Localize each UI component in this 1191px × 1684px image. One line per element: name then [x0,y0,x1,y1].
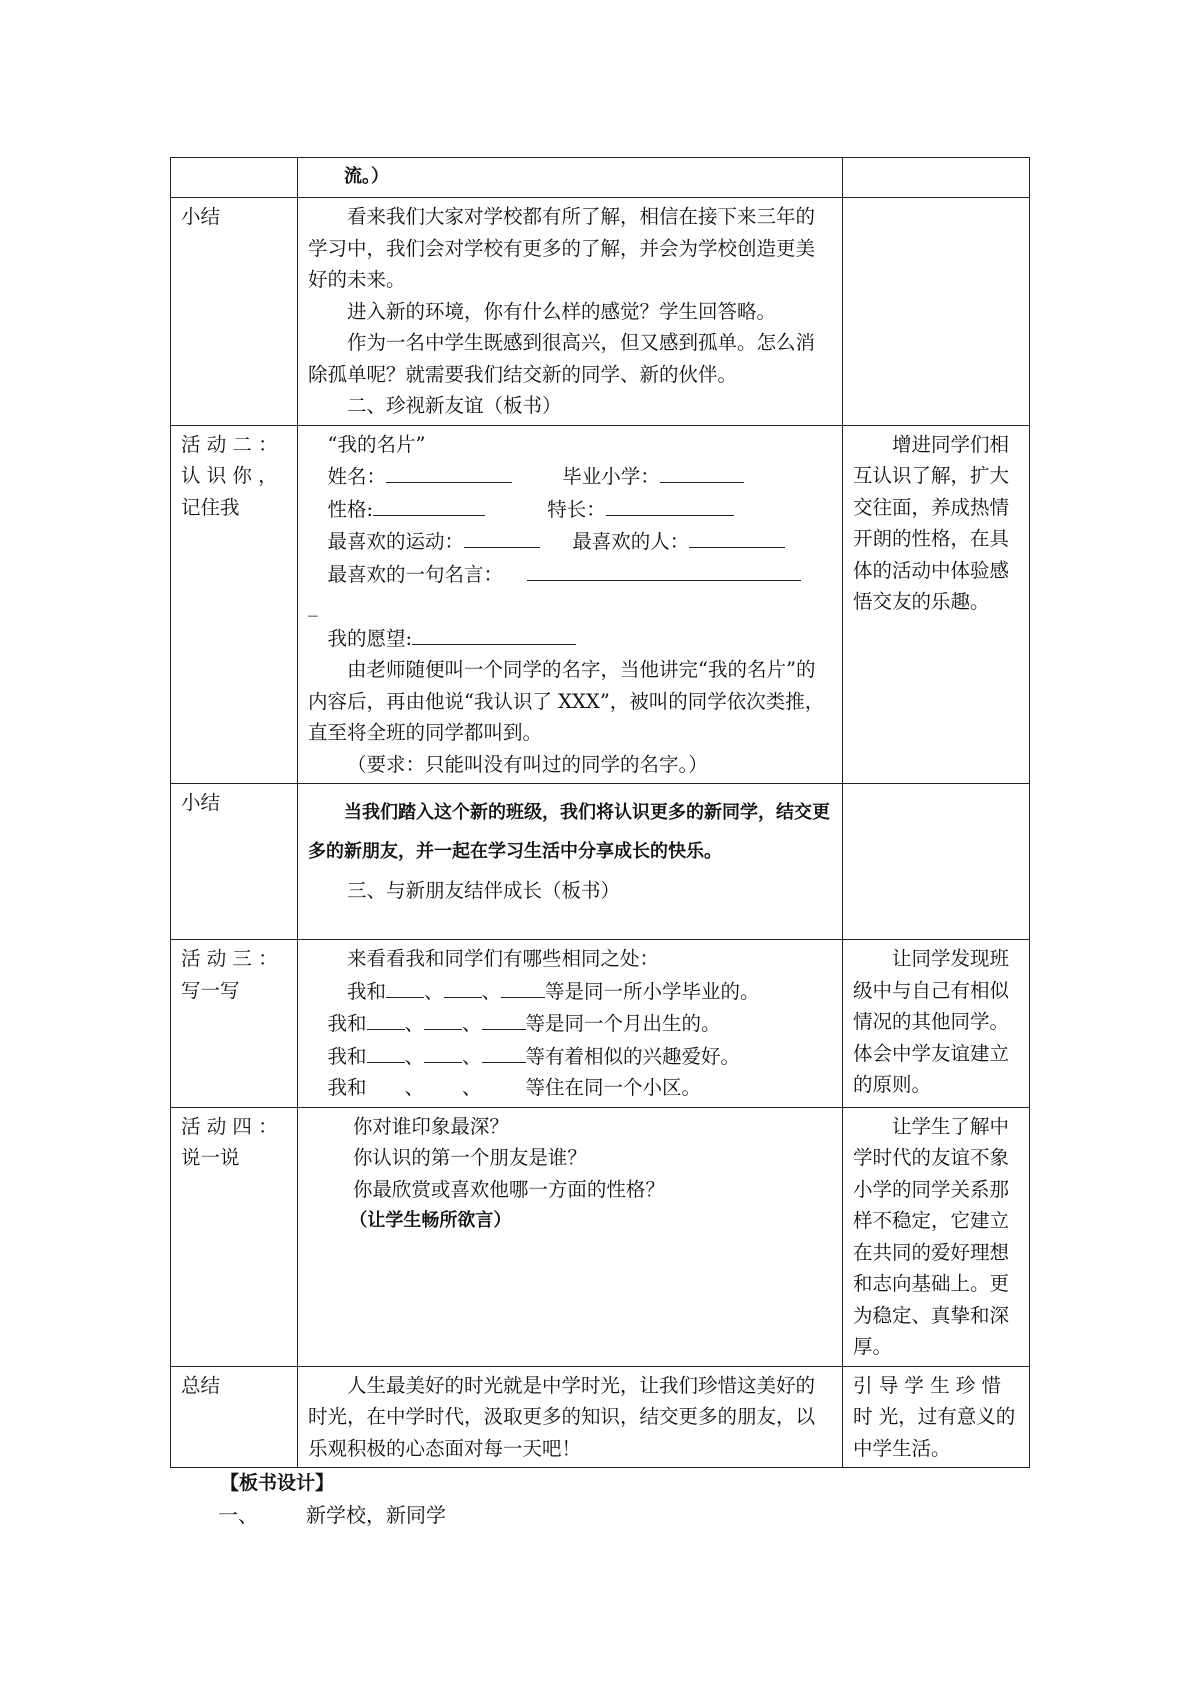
table-row [171,158,1030,198]
card-row [308,525,832,558]
content-cell [298,198,843,426]
fill-blank [424,1007,462,1030]
person-blank [689,525,785,548]
person-field [572,525,785,558]
name-field [328,460,513,493]
content-paragraph: 进入新的环境，你有什么样的感觉？学生回答略。 [347,299,777,323]
name-blank [386,460,512,483]
fill-line [308,1040,832,1073]
board-design-title: 【板书设计】 [220,1472,335,1494]
wish-field [328,622,577,655]
fill-blank [444,975,482,998]
requirement-note: （要求：只能叫没有叫过的同学的名字。） [347,752,708,776]
card-row [308,460,832,493]
fill-line [308,1007,832,1040]
fill-prefix: 我和 [347,979,387,1003]
content-cell [298,1107,843,1366]
fill-separator: 、 [481,979,502,1003]
question: 你对谁印象最深？ [352,1114,509,1138]
specialty-label: 特长： [547,497,606,521]
note-text: 引 导 学 生 珍 惜 时 光，过有意义的中学生活。 [853,1373,1016,1460]
specialty-field [547,493,734,526]
character-blank [373,493,485,516]
fill-line [308,1072,832,1104]
row-label-cell [171,1366,298,1468]
fill-suffix: 等有着相似的兴趣爱好。 [525,1044,741,1068]
note-cell [843,198,1030,426]
table-row [171,425,1030,784]
fill-suffix: 等是同一个月出生的。 [525,1012,721,1035]
fill-blank [367,1040,405,1063]
school-field [562,460,744,493]
table-row [171,1107,1030,1366]
row-label: 小结 [181,205,221,228]
name-label: 姓名： [327,465,387,488]
row-label-cell [171,198,298,426]
content-paragraph: 流。） [344,166,389,187]
fill-separator: 、 [462,1044,482,1068]
card-row [308,622,832,655]
motto-field [328,558,802,591]
note-text: 让同学发现班级中与自己有相似情况的其他同学。体会中学友谊建立的原则。 [853,947,1010,1096]
sport-blank [464,525,540,548]
content-cell [298,158,843,198]
fill-prefix: 我和 [327,1012,367,1035]
card-title: “我的名片” [327,432,426,456]
board-heading: 二、珍视新友谊（板书） [347,394,562,417]
wish-label: 我的愿望: [327,626,413,650]
fill-separator: 、 [424,979,444,1003]
character-label: 性格: [327,497,374,521]
fill-blank [386,975,424,998]
row-label-cell [171,784,298,940]
content-cell [298,1366,843,1468]
content-paragraph: 看来我们大家对学校都有所了解，相信在接下来三年的学习中，我们会对学校有更多的了解，并会为学校创造更美好的未来。 [308,205,816,291]
specialty-blank [606,493,734,516]
summary-bold-paragraph: 当我们踏入这个新的班级，我们将认识更多的新同学，结交更多的新朋友，并一起在学习生活中分享成长的快乐。 [308,802,830,862]
content-cell [298,784,843,940]
content-cell [298,425,843,784]
fill-suffix: 等是同一所小学毕业的。 [545,979,760,1003]
fill-prefix: 我和 [327,1044,367,1068]
row-label-cell [171,940,298,1108]
board-heading: 三、与新朋友结伴成长（板书） [347,879,621,902]
note-text: 让学生了解中学时代的友谊不象小学的同学关系那样不稳定，它建立在共同的爱好理想和志向基础上。更为稳定、真挚和深厚。 [853,1114,1010,1358]
sport-field [328,525,541,558]
fill-prefix: 我和 [327,1076,367,1099]
content-paragraph: 由老师随便叫一个同学的名字，当他讲完“我的名片”的内容后，再由他说“我认识了 XXX”，被叫的同学依次类推，直至将全班的同学都叫到。 [308,658,825,744]
row-label-cell [171,425,298,784]
row-label: 活 动 四 ：说一说 [181,1114,278,1169]
fill-separator: 、 [404,1076,425,1099]
fill-blank [424,1040,462,1063]
row-label-cell [171,158,298,198]
trailing-mark: _ [308,594,318,617]
note-cell [843,158,1030,198]
card-row [308,558,832,591]
note-cell [843,425,1030,784]
note-cell [843,940,1030,1108]
row-label: 小结 [181,791,221,814]
card-row [308,493,832,526]
school-blank [660,460,744,483]
fill-blank [482,1007,526,1030]
person-label: 最喜欢的人： [572,530,690,553]
lesson-plan-table [170,157,1030,1468]
row-label: 总结 [181,1373,221,1397]
table-row [171,784,1030,940]
fill-suffix: 等住在同一个小区。 [525,1076,702,1099]
character-field [328,493,486,526]
fill-separator: 、 [462,1076,482,1099]
table-row [171,940,1030,1108]
motto-label: 最喜欢的一句名言： [327,562,504,586]
fill-separator: 、 [404,1044,425,1068]
note-cell [843,784,1030,940]
discussion-note: （让学生畅所欲言） [349,1210,512,1231]
row-label: 活 动 二 ：认 识 你 ，记住我 [181,432,278,519]
board-design [220,1467,446,1531]
fill-blank [482,1040,526,1063]
table-row [171,1366,1030,1468]
sport-label: 最喜欢的运动： [327,530,465,553]
note-cell [843,1107,1030,1366]
activity-intro: 来看看我和同学们有哪些相同之处： [347,947,660,970]
board-item-text: 新学校，新同学 [306,1503,446,1527]
board-item-number: 一、 [218,1503,258,1527]
wish-blank [412,622,576,645]
content-cell [298,940,843,1108]
fill-line [308,975,832,1008]
content-paragraph: 作为一名中学生既感到很高兴，但又感到孤单。怎么消除孤单呢？就需要我们结交新的同学、新的伙伴。 [308,331,816,386]
question: 你认识的第一个朋友是谁？ [352,1146,587,1169]
fill-blank [501,975,545,998]
row-label-cell [171,1107,298,1366]
fill-separator: 、 [404,1012,425,1035]
note-text: 增进同学们相互认识了解，扩大交往面，养成热情开朗的性格，在具体的活动中体验感悟交友的乐趣。 [853,432,1010,613]
question: 你最欣赏或喜欢他哪一方面的性格？ [352,1177,665,1201]
fill-separator: 、 [462,1012,482,1035]
school-label: 毕业小学： [562,465,660,488]
table-row [171,198,1030,426]
board-design-item [218,1499,446,1531]
fill-blank [367,1007,405,1030]
row-label: 活 动 三 ：写一写 [181,947,278,1002]
content-paragraph: 人生最美好的时光就是中学时光，让我们珍惜这美好的时光，在中学时代，汲取更多的知识，结交更多的朋友，以乐观积极的心态面对每一天吧！ [308,1373,816,1460]
motto-blank [527,558,801,581]
note-cell [843,1366,1030,1468]
